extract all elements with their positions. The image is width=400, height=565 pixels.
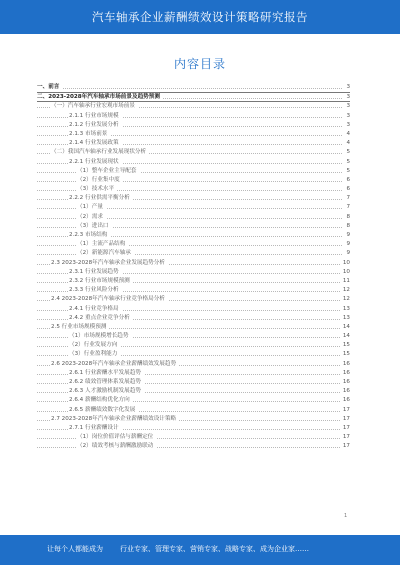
page-header [0, 0, 400, 34]
page-number: 1 [344, 513, 348, 519]
toc-entry-label: 2.3 2023-2028年汽车轴承企业发展趋势分析 [51, 260, 168, 266]
toc-entry[interactable] [37, 185, 350, 194]
toc-entry[interactable] [37, 194, 350, 203]
toc-entry-page: 13 [342, 305, 350, 312]
toc-entry[interactable] [37, 396, 350, 405]
toc-entry[interactable] [37, 387, 350, 396]
toc-entry-label: 2.4.2 重点企业竞争分析 [69, 315, 133, 321]
toc-entry[interactable] [37, 139, 350, 148]
toc-entry-label: （2）需求 [77, 214, 106, 220]
toc-entry-page: 3 [346, 84, 350, 90]
toc-entry-label: （1）整车企业主导配套 [77, 168, 140, 174]
toc-entry-label: （1）产量 [77, 204, 106, 210]
toc-entry-page: 3 [346, 121, 350, 128]
toc-entry[interactable] [37, 259, 350, 268]
toc-entry-page: 14 [342, 323, 350, 330]
toc-entry-page: 10 [342, 268, 350, 275]
toc-entry-page: 11 [342, 277, 350, 284]
toc-entry[interactable] [37, 213, 350, 222]
toc-entry[interactable] [37, 249, 350, 258]
toc-entry[interactable] [37, 378, 350, 387]
toc-entry-page: 16 [342, 379, 350, 385]
toc-entry-page: 15 [342, 342, 350, 349]
toc-entry-label: （2）行业发展方向 [69, 342, 120, 348]
toc-entry-label: 二、2023-2028年汽车轴承市场前景及趋势预测 [37, 94, 163, 100]
toc-entry[interactable] [37, 176, 350, 185]
toc-entry[interactable] [37, 433, 350, 442]
toc-entry-label: 2.1.2 行业发展分析 [69, 122, 122, 128]
toc-entry-page: 15 [342, 351, 350, 358]
dot-leader [37, 88, 342, 89]
toc-entry[interactable] [37, 231, 350, 240]
toc-entry-label: 2.6.3 人才激励机制发展趋势 [69, 388, 144, 394]
toc-entry-page: 16 [342, 397, 350, 404]
toc-entry[interactable] [37, 83, 350, 92]
toc-entry-page: 4 [346, 140, 350, 147]
toc-entry[interactable] [37, 442, 350, 451]
toc-entry-label: （1）市场规模增长趋势 [69, 333, 132, 339]
toc-entry-label: 2.4.1 行业竞争格局 [69, 306, 122, 312]
toc-entry-label: 2.7.1 行业薪酬设计 [69, 425, 122, 431]
footer-tagline: 行业专家、管理专家、营销专家、战略专家、成为企业家…… [120, 545, 309, 553]
toc-entry[interactable] [37, 323, 350, 332]
toc-entry-page: 4 [346, 130, 350, 137]
toc-entry-page: 8 [346, 213, 350, 220]
toc-entry-page: 17 [342, 424, 350, 431]
toc-entry[interactable] [37, 102, 350, 111]
toc-entry-page: 12 [342, 296, 350, 303]
toc-entry-label: 2.6.5 薪酬绩效数字化发展 [69, 407, 138, 413]
toc-entry-page: 17 [342, 406, 350, 413]
toc-entry-label: 2.1.4 行业发展政策 [69, 140, 122, 146]
toc-entry-page: 12 [342, 287, 350, 294]
toc-entry-page: 5 [346, 149, 350, 156]
page-footer [0, 535, 400, 565]
toc-entry-page: 9 [346, 241, 350, 248]
toc-entry[interactable] [37, 92, 350, 102]
toc-entry[interactable] [37, 158, 350, 167]
toc-entry[interactable] [37, 424, 350, 433]
toc-entry[interactable] [37, 305, 350, 314]
toc-entry-label: （一）汽车轴承行业宏观市场前景 [51, 103, 138, 109]
toc-entry-page: 9 [346, 232, 350, 238]
toc-entry-label: （2）新能源汽车轴承 [77, 250, 134, 256]
toc-entry-page: 9 [346, 250, 350, 257]
footer-slogan: 让每个人都能成为 [47, 545, 103, 553]
toc-entry-page: 17 [342, 434, 350, 441]
toc-heading: 内容目录 [173, 57, 226, 71]
toc-entry-label: （3）进出口 [77, 223, 112, 229]
toc-entry[interactable] [37, 314, 350, 323]
toc-entry[interactable] [37, 240, 350, 249]
toc-entry-label: 2.6.1 行业薪酬水平发展趋势 [69, 370, 144, 376]
toc-entry[interactable] [37, 121, 350, 130]
toc-entry[interactable] [37, 130, 350, 139]
toc-entry[interactable] [37, 167, 350, 176]
toc-entry-label: 一、前言 [37, 84, 62, 90]
toc-entry[interactable] [37, 222, 350, 231]
toc-entry[interactable] [37, 350, 350, 359]
toc-entry-page: 3 [346, 112, 350, 119]
toc-entry[interactable] [37, 332, 350, 341]
toc-entry-page: 3 [346, 94, 350, 101]
toc-entry[interactable] [37, 268, 350, 277]
toc-entry-page: 7 [346, 195, 350, 202]
toc-entry[interactable] [37, 415, 350, 424]
toc-entry-page: 5 [346, 158, 350, 165]
toc-entry-page: 7 [346, 204, 350, 211]
toc-entry-label: 2.1.3 市场前景 [69, 131, 110, 137]
toc-entry-label: （3）行业盈利能力 [69, 351, 120, 357]
table-of-contents [37, 83, 350, 452]
toc-entry-page: 16 [342, 369, 350, 376]
toc-entry-page: 8 [346, 222, 350, 229]
toc-entry-label: 2.6.4 薪酬结构优化方向 [69, 397, 133, 403]
toc-entry-label: 2.6.2 绩效管理体系发展趋势 [69, 379, 144, 385]
toc-entry-page: 5 [346, 167, 350, 174]
toc-entry[interactable] [37, 341, 350, 350]
toc-entry-page: 14 [342, 333, 350, 340]
toc-entry[interactable] [37, 360, 350, 369]
toc-entry-page: 16 [342, 388, 350, 395]
toc-entry-page: 17 [342, 415, 350, 422]
toc-entry[interactable] [37, 295, 350, 304]
toc-entry-label: （二）我国汽车轴承行业发展现状分析 [51, 149, 149, 155]
toc-entry-label: （2）行业集中度 [77, 177, 123, 183]
toc-entry-label: 2.3.2 行业市场规模预测 [69, 278, 133, 284]
toc-entry-page: 16 [342, 360, 350, 367]
toc-entry-label: 2.5 行业市场规模预测 [51, 324, 109, 330]
toc-entry[interactable] [37, 277, 350, 286]
toc-entry-label: 2.2.3 市场结构 [69, 232, 110, 238]
toc-entry-label: 2.1.1 行业市场规模 [69, 113, 122, 119]
toc-entry[interactable] [37, 148, 350, 157]
toc-entry-label: 2.3.1 行业发展趋势 [69, 269, 122, 275]
toc-entry-label: （1）岗位价值评估与薪酬定位 [77, 434, 156, 440]
toc-entry-label: 2.7 2023-2028年汽车轴承企业薪酬绩效设计策略 [51, 416, 179, 422]
toc-entry-page: 3 [346, 103, 350, 110]
toc-entry-label: （2）绩效考核与薪酬激励联动 [77, 443, 156, 449]
toc-entry-label: 2.4 2023-2028年汽车轴承行业竞争格局分析 [51, 296, 168, 302]
toc-entry-page: 17 [342, 443, 350, 450]
toc-entry-page: 13 [342, 314, 350, 321]
report-title: 汽车轴承企业薪酬绩效设计策略研究报告 [92, 10, 308, 24]
toc-entry-label: 2.2.2 行业供需平衡分析 [69, 195, 133, 201]
toc-entry-label: 2.6 2023-2028年汽车轴承企业薪酬绩效发展趋势 [51, 361, 179, 367]
toc-entry-label: （3）技术水平 [77, 186, 117, 192]
toc-entry[interactable] [37, 112, 350, 121]
toc-entry[interactable] [37, 369, 350, 378]
toc-entry-page: 10 [342, 259, 350, 266]
toc-entry-page: 6 [346, 176, 350, 183]
toc-entry-page: 6 [346, 186, 350, 193]
toc-entry[interactable] [37, 203, 350, 212]
toc-entry[interactable] [37, 286, 350, 295]
toc-entry-label: 2.2.1 行业发展现状 [69, 159, 122, 165]
toc-entry-label: 2.3.3 行业风险分析 [69, 287, 122, 293]
toc-entry[interactable] [37, 406, 350, 415]
toc-entry-label: （1）主流产品结构 [77, 241, 128, 247]
